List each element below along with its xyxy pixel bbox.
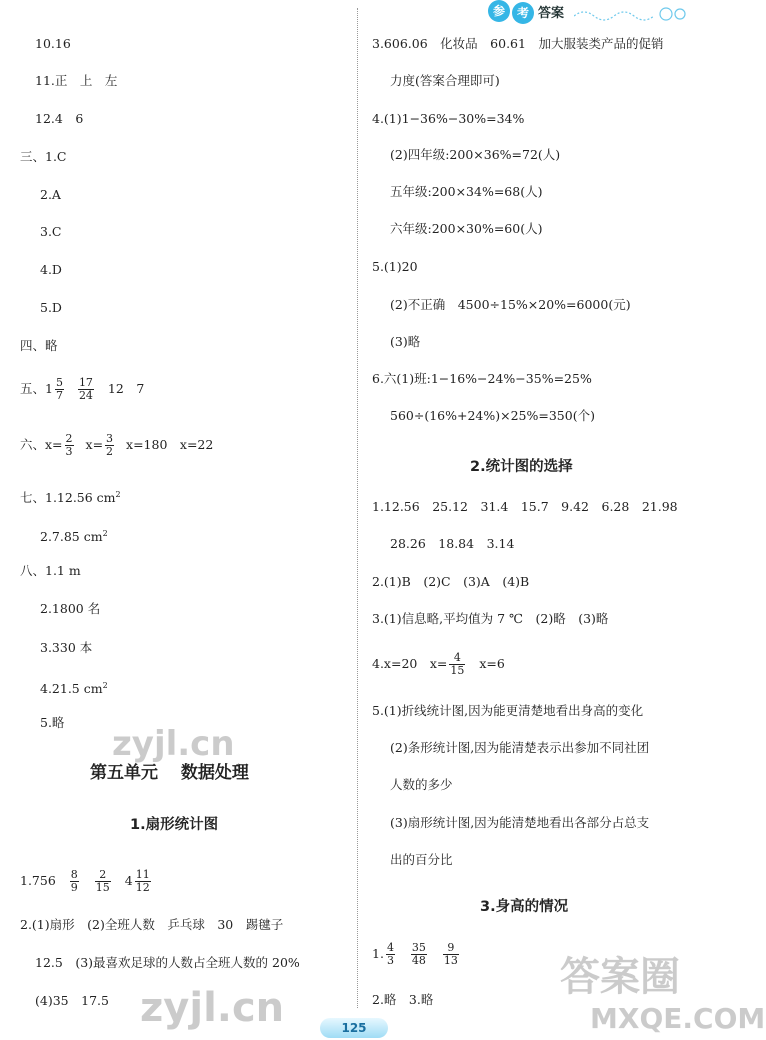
answer-line: [40, 678, 108, 697]
numerator: 8: [70, 868, 78, 881]
prefix: 五、1: [20, 381, 53, 396]
answer-line: 12.5 (3)最喜欢足球的人数占全班人数的 20%: [35, 955, 300, 970]
answer-line: (3)扇形统计图,因为能清楚地看出各部分占总支: [390, 815, 650, 830]
answer-line: 11.正 上 左: [35, 73, 118, 88]
answer-line: 5.D: [40, 300, 62, 315]
fraction: [449, 652, 465, 677]
fraction: [78, 377, 94, 402]
answer-line: 3.(1)信息略,平均值为 7 ℃ (2)略 (3)略: [372, 611, 609, 626]
section-heading: 1.扇形统计图: [130, 817, 219, 833]
fraction: [411, 942, 427, 967]
fraction: [443, 942, 459, 967]
fraction: [65, 433, 74, 458]
section-heading: 2.统计图的选择: [470, 459, 573, 475]
answer-line: 2.(1)扇形 (2)全班人数 乒乓球 30 踢毽子: [20, 917, 284, 932]
superscript: 2: [115, 490, 121, 499]
denominator: 15: [95, 881, 110, 894]
answer-line: 六年级:200×30%=60(人): [390, 221, 543, 236]
superscript: 2: [102, 529, 108, 538]
denominator: 15: [450, 664, 465, 677]
denominator: 3: [386, 954, 394, 967]
section-heading: 3.身高的情况: [480, 899, 569, 915]
answer-line: 4.(1)1−36%−30%=34%: [372, 111, 525, 126]
answer-line: 5.(1)折线统计图,因为能更清楚地看出身高的变化: [372, 703, 644, 718]
answer-line: 3.C: [40, 224, 62, 239]
answer-line: (3)略: [390, 334, 421, 349]
numerator: 2: [65, 432, 73, 445]
column-divider: [357, 8, 358, 1008]
superscript: 2: [102, 681, 108, 690]
answer-text: 2.7.85 cm: [40, 529, 103, 545]
answer-line: 12.4 6: [35, 111, 84, 126]
answer-line: 28.26 18.84 3.14: [390, 536, 515, 551]
denominator: 9: [70, 881, 78, 894]
watermark: zyjl.cn: [112, 724, 235, 764]
answer-line: 三、1.C: [20, 149, 67, 164]
middle: x=: [85, 437, 104, 452]
answer-line: 人数的多少: [390, 777, 453, 792]
answer-line: 2.略 3.略: [372, 992, 434, 1007]
answer-line-fractions: [20, 433, 213, 458]
denominator: 48: [411, 954, 426, 967]
suffix: x=6: [479, 656, 505, 671]
answer-text: 4.21.5 cm: [40, 681, 103, 697]
fraction: [135, 869, 151, 894]
answer-line: 10.16: [35, 36, 71, 51]
watermark: MXQE.COM: [590, 1002, 766, 1035]
answer-line: (2)条形统计图,因为能清楚表示出参加不同社团: [390, 740, 650, 755]
decorative-wave-icon: [574, 4, 694, 24]
answer-line: 6.六(1)班:1−16%−24%−35%=25%: [372, 371, 592, 386]
answer-line: 5.(1)20: [372, 259, 418, 274]
watermark: 答案圈: [560, 954, 680, 1000]
watermark: zyjl.cn: [140, 985, 285, 1031]
numerator: 9: [443, 942, 459, 955]
answer-line: 3.606.06 化妆品 60.61 加大服装类产品的促销: [372, 36, 664, 51]
prefix: 1.756: [20, 873, 56, 888]
fraction: [105, 433, 114, 458]
fraction: [95, 869, 111, 894]
whole: 4: [124, 873, 133, 888]
answer-line: 2.1800 名: [40, 601, 101, 616]
answer-line: 八、1.1 m: [20, 563, 81, 578]
answer-line: 3.330 本: [40, 640, 93, 655]
answer-line: 五年级:200×34%=68(人): [390, 184, 543, 199]
answer-line: 1.12.56 25.12 31.4 15.7 9.42 6.28 21.98: [372, 499, 678, 514]
denominator: 24: [78, 389, 93, 402]
numerator: 17: [78, 376, 93, 389]
numerator: 35: [411, 941, 426, 954]
answer-line: (2)不正确 4500÷15%×20%=6000(元): [390, 297, 631, 312]
answer-line: (4)35 17.5: [35, 993, 109, 1008]
fraction: [70, 869, 79, 894]
answer-line: 560÷(16%+24%)×25%=350(个): [390, 408, 595, 423]
answer-line: 出的百分比: [390, 852, 453, 867]
numerator: 4: [449, 652, 465, 665]
banner-badge-1: 参: [488, 0, 510, 22]
numerator: 3: [106, 432, 114, 445]
answer-text: 七、1.12.56 cm: [20, 490, 116, 506]
answer-line: 5.略: [40, 715, 65, 730]
answer-line-fractions: [20, 377, 144, 402]
answer-line: 2.(1)B (2)C (3)A (4)B: [372, 574, 530, 589]
answer-line: 4.D: [40, 262, 62, 277]
denominator: 7: [55, 389, 63, 402]
unit-heading: 第五单元 数据处理: [90, 763, 249, 783]
prefix: 六、x=: [20, 437, 63, 452]
answer-line-fractions: [372, 942, 461, 967]
denominator: 12: [135, 881, 150, 894]
header-banner: [488, 0, 698, 24]
fraction: [55, 377, 64, 402]
denominator: 2: [106, 445, 114, 458]
answer-line: 2.A: [40, 187, 61, 202]
numerator: 5: [55, 376, 63, 389]
answer-line: (2)四年级:200×36%=72(人): [390, 147, 561, 162]
numerator: 4: [386, 941, 394, 954]
denominator: 3: [65, 445, 73, 458]
numerator: 11: [135, 868, 150, 881]
prefix: 1.: [372, 946, 384, 961]
answer-line: 四、略: [20, 338, 58, 353]
numerator: 2: [95, 869, 111, 882]
suffix: x=180 x=22: [126, 437, 214, 452]
answer-line-fractions: [20, 869, 153, 894]
answer-line: 力度(答案合理即可): [390, 73, 500, 88]
denominator: 13: [443, 954, 458, 967]
prefix: 4.x=20 x=: [372, 656, 448, 671]
page-number: 125: [320, 1018, 388, 1038]
answer-line: [20, 487, 121, 506]
answer-line-fractions: [372, 652, 505, 677]
suffix: 12 7: [107, 381, 145, 396]
answer-line: [40, 526, 108, 545]
fraction: [386, 942, 395, 967]
banner-badge-2: 考: [512, 2, 534, 24]
banner-label: 答案: [538, 6, 565, 21]
